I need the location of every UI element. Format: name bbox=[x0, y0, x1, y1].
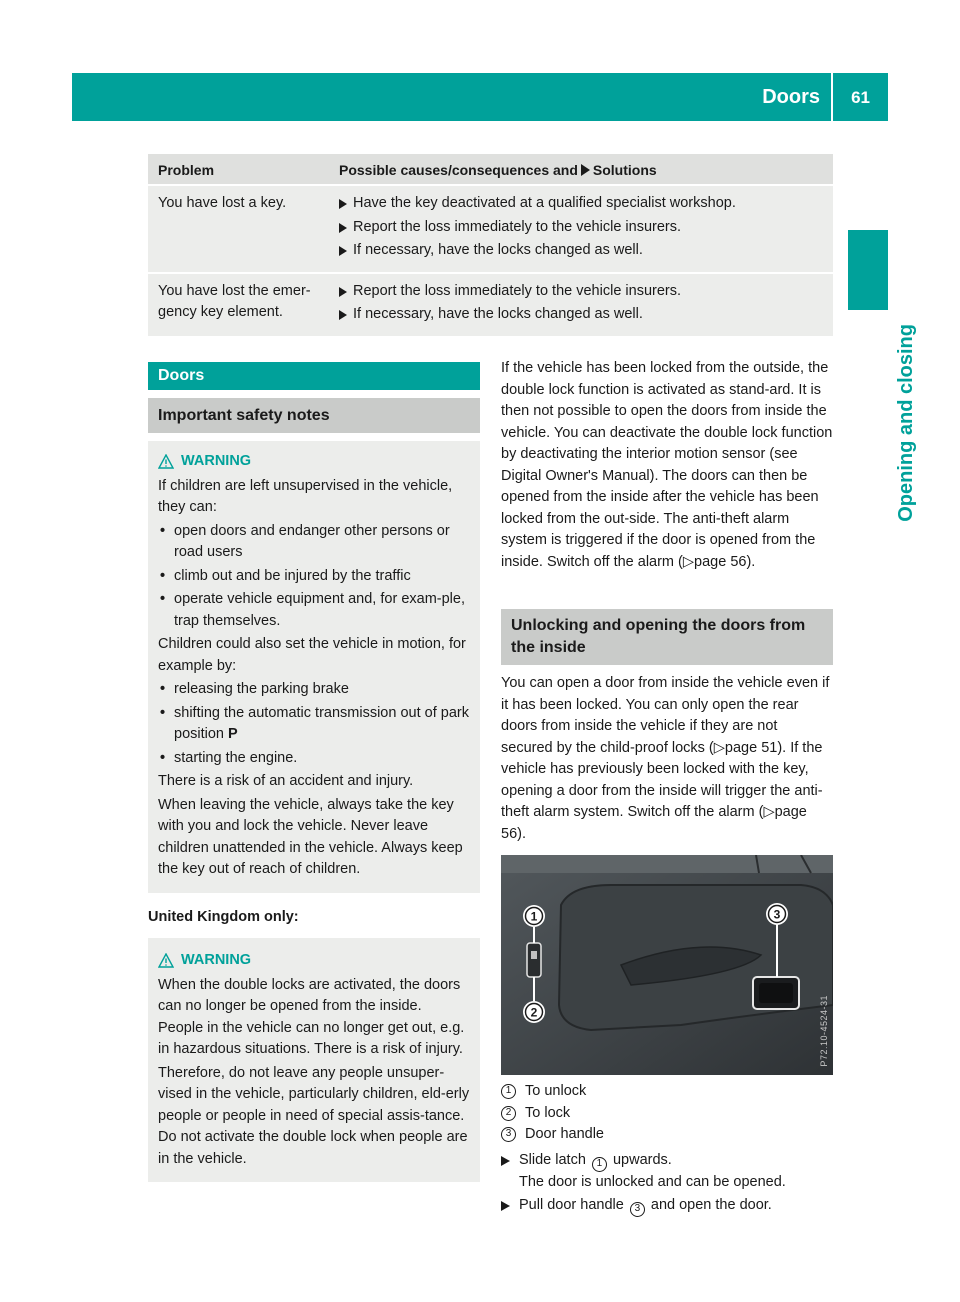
uk-only-label: United Kingdom only: bbox=[148, 908, 299, 925]
warning-middle: Children could also set the vehicle in motion, for example by: bbox=[158, 636, 466, 674]
callout-1-label: 1 bbox=[530, 909, 538, 924]
unlocking-page-ref: page 56). bbox=[501, 804, 807, 842]
unlocking-paragraph bbox=[501, 673, 833, 845]
solution-step: Have the key deactivated at a qualified specialist workshop. bbox=[339, 193, 823, 215]
solution-step: Report the loss immediately to the vehicle insurers. bbox=[339, 281, 823, 303]
table-row bbox=[148, 186, 833, 274]
solution-step: Report the loss immediately to the vehicle insurers. bbox=[339, 217, 823, 239]
list-item: • climb out and be injured by the traffic bbox=[158, 566, 470, 588]
table-cell-problem: You have lost the emer-gency key element. bbox=[158, 282, 311, 320]
callout-number-icon: 1 bbox=[592, 1157, 607, 1172]
list-item bbox=[501, 1103, 833, 1125]
warning-triangle-icon bbox=[158, 953, 174, 968]
right-column bbox=[501, 358, 833, 1217]
legend-text: Door handle bbox=[525, 1126, 604, 1142]
warning-risk: There is a risk of an accident and injury. bbox=[158, 773, 414, 789]
list-item: • open doors and endanger other persons or road users bbox=[158, 521, 470, 564]
subsection-title-unlocking: Unlocking and opening the doors from the inside bbox=[501, 609, 833, 665]
list-item bbox=[501, 1124, 833, 1146]
table-cell-solutions bbox=[329, 274, 833, 336]
chapter-side-label bbox=[888, 284, 960, 522]
step-text: and open the door. bbox=[650, 1197, 772, 1213]
legend-text: To unlock bbox=[525, 1083, 587, 1099]
step-text: upwards. bbox=[612, 1151, 672, 1168]
callout-2-label: 2 bbox=[530, 1005, 538, 1020]
park-position-letter: P bbox=[228, 726, 238, 742]
warning-label: WARNING bbox=[181, 453, 252, 469]
unlocking-text: You can open a door from inside the vehicle even if it has been locked. You can only open the rear doors from inside the vehicle if they are not secured by the child-proof locks ( bbox=[501, 675, 830, 756]
warning-heading bbox=[158, 451, 470, 473]
image-code: P72.10-4524-31 bbox=[819, 995, 829, 1067]
instruction-step bbox=[501, 1150, 833, 1194]
list-item: • releasing the parking brake bbox=[158, 679, 470, 701]
header-title: Doors bbox=[762, 86, 820, 108]
warning-label: WARNING bbox=[181, 952, 252, 968]
page-header-bar bbox=[72, 73, 888, 121]
warning-intro: If children are left unsupervised in the vehicle, they can: bbox=[158, 477, 453, 515]
warning-advice: When leaving the vehicle, always take the key with you and lock the vehicle. Never leave children unattended in the vehicle. Always keep the key out of reach of children. bbox=[158, 796, 463, 877]
warning-triangle-icon bbox=[158, 454, 174, 469]
callout-3-label: 3 bbox=[773, 907, 781, 922]
table-cell-problem: You have lost a key. bbox=[158, 195, 287, 211]
header-separator bbox=[831, 73, 833, 121]
warning-heading bbox=[158, 950, 470, 972]
callout-number-icon: 3 bbox=[501, 1127, 516, 1142]
left-column bbox=[148, 362, 480, 1182]
warning-box-double-lock bbox=[148, 938, 480, 1182]
intro-text: If the vehicle has been locked from the outside, the double lock function is activated as stand-ard. It is then not possible to open the doors from inside the vehicle. You can deactivate the double lock function by deactivating the interior motion sensor (see Digital Owner's Manual). The doors can then be opened from the inside after the vehicle has been locked from the out-side. The anti-theft alarm system is triggered if the door is opened from the inside. Switch off the alarm ( bbox=[501, 360, 833, 570]
list-item bbox=[501, 1081, 833, 1103]
solution-arrow-icon bbox=[581, 164, 590, 176]
solution-step: If necessary, have the locks changed as well. bbox=[339, 304, 823, 326]
legend-list bbox=[501, 1081, 833, 1146]
warning-box-children bbox=[148, 441, 480, 893]
page-ref-arrow-icon: ▷ bbox=[713, 739, 725, 756]
warning-text: Therefore, do not leave any people unsuper-vised in the vehicle, particularly children, eld-erly people or people in need of special assis-tance. Do not activate the double lock when people are in the vehicle. bbox=[158, 1064, 470, 1167]
instruction-step bbox=[501, 1195, 833, 1217]
table-header-solutions bbox=[329, 154, 833, 184]
chapter-side-label-text: Opening and closing bbox=[895, 324, 917, 522]
door-panel-illustration bbox=[501, 855, 833, 1075]
list-item: • starting the engine. bbox=[158, 748, 470, 770]
intro-page-ref: page 56). bbox=[694, 553, 756, 570]
table-header-solutions-suffix: Solutions bbox=[592, 162, 657, 178]
section-title-doors: Doors bbox=[148, 362, 480, 390]
page-number: 61 bbox=[851, 88, 870, 107]
table-row bbox=[148, 274, 833, 338]
subsection-title-safety: Important safety notes bbox=[148, 398, 480, 433]
legend-text: To lock bbox=[525, 1104, 571, 1121]
callout-number-icon: 1 bbox=[501, 1084, 516, 1099]
chapter-tab-marker bbox=[848, 230, 888, 310]
callout-number-icon: 2 bbox=[501, 1106, 516, 1121]
table-header-row bbox=[148, 154, 833, 186]
step-result: The door is unlocked and can be opened. bbox=[519, 1173, 786, 1190]
list-item: • operate vehicle equipment and, for exam-ple, trap themselves. bbox=[158, 589, 470, 632]
page-ref-arrow-icon: ▷ bbox=[763, 804, 775, 820]
warning-text: When the double locks are activated, the doors can no longer be opened from the inside. People in the vehicle can no longer get out, e.g. in hazardous situations. There is a risk of injury. bbox=[158, 976, 465, 1057]
problem-solution-table bbox=[148, 154, 833, 338]
solution-step: If necessary, have the locks changed as well. bbox=[339, 240, 823, 262]
unlocking-text-ref1: page 51). If the vehicle has previously been locked with the key, opening a door from the inside will trigger the anti-theft alarm system. Switch off the alarm ( bbox=[501, 739, 823, 820]
intro-paragraph bbox=[501, 358, 833, 573]
list-item-text: shifting the automatic transmission out of park position bbox=[174, 704, 469, 742]
list-item bbox=[158, 703, 470, 746]
page-ref-arrow-icon: ▷ bbox=[682, 553, 695, 570]
table-cell-solutions bbox=[329, 186, 833, 272]
door-interior-photo bbox=[501, 855, 833, 1075]
table-header-solutions-text: Possible causes/consequences and bbox=[339, 162, 578, 178]
callout-number-icon: 3 bbox=[630, 1202, 645, 1217]
table-header-problem: Problem bbox=[158, 162, 215, 178]
step-text: Slide latch bbox=[519, 1151, 586, 1168]
step-text: Pull door handle bbox=[519, 1197, 624, 1213]
